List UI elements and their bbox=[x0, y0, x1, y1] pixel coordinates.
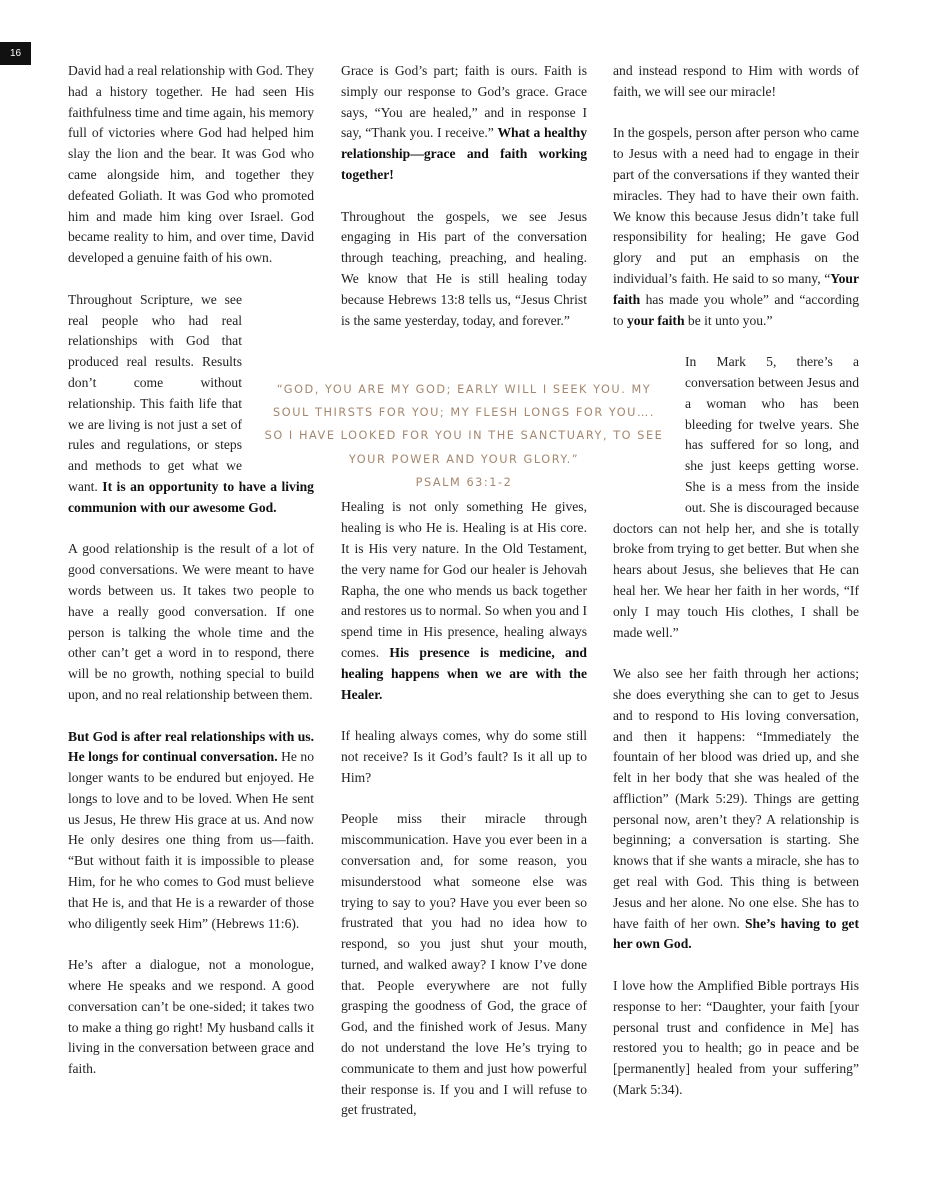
pull-quote bbox=[263, 378, 665, 494]
emphasis-text: your faith bbox=[626, 312, 685, 328]
column-3 bbox=[613, 61, 859, 1101]
pull-quote-text: “GOD, YOU ARE MY GOD; EARLY WILL I SEEK YOU. MY SOUL THIRSTS FOR YOU; MY FLESH LONGS FOR YOU…. SO I HAVE LOOKED FOR YOU IN THE SANCTUARY, TO SEE YOUR POWER AND YOUR GLORY.” bbox=[264, 383, 664, 466]
paragraph bbox=[341, 61, 587, 186]
paragraph-text: Throughout Scripture, we see real people who had real relationships with God that produced real results. Results don’t come without relationship. This faith life that we are living is not just a set of rules and regulations, or steps and methods to get what we want. bbox=[68, 291, 242, 494]
emphasis-text: But God is after real relationships with us. He longs for continual conversation. bbox=[68, 728, 314, 765]
paragraph: A good relationship is the result of a lot of good conversations. We were meant to have words between us. It takes two people to have a really good conversation. If one person is talking the whole time and the other can’t get a word in to respond, there will be no growth, nothing special to build upon, and no real relationship between them. bbox=[68, 541, 314, 702]
column-2 bbox=[341, 61, 587, 1121]
paragraph: If healing always comes, why do some still not receive? Is it God’s fault? Is it all up to Him? bbox=[341, 728, 587, 785]
paragraph: He’s after a dialogue, not a monologue, where He speaks and we respond. A good conversation can’t be one-sided; it takes two to make a thing go right! My husband calls it living in the conversation between grace and faith. bbox=[68, 957, 314, 1077]
paragraph bbox=[613, 123, 859, 331]
paragraph: I love how the Amplified Bible portrays His response to her: “Daughter, your faith [your personal trust and confidence in Me] has restored you to health; go in peace and be [permanently] healed from your suffering” (Mark 5:34). bbox=[613, 978, 859, 1098]
paragraph-text: In the gospels, person after person who came to Jesus with a need had to engage in their part of the conversations if they wanted their miracles. They had to have their own faith. We know this because Jesus didn’t take full responsibility for healing; He gave God glory and put an emphasis on the individual’s faith. He said to so many, “ bbox=[613, 125, 859, 286]
paragraph bbox=[68, 727, 314, 935]
paragraph: Throughout the gospels, we see Jesus engaging in His part of the conversation through teaching, preaching, and healing. We know that He is still healing today because Hebrews 13:8 tells us, “Jesus Christ is the same yesterday, today, and forever.” bbox=[341, 208, 587, 328]
emphasis-text: Your faith bbox=[613, 270, 859, 307]
emphasis-text: It is an opportunity to have a living communion with our awesome God. bbox=[68, 478, 314, 515]
paragraph-text: Grace is God’s part; faith is ours. Faith is simply our response to God’s grace. Grace says, “You are healed,” and in response I say, “Thank you. I receive.” bbox=[341, 63, 587, 141]
paragraph-text: be it unto you.” bbox=[684, 312, 773, 328]
paragraph-text: He no longer wants to be endured but enjoyed. He longs to love and to be loved. When He sent us Jesus, He threw His grace at us. And now He only desires one thing from us—faith. “But without faith it is impossible to please Him, for he who comes to God must believe that He is, and that He is a rewarder of those who diligently seek Him” (Hebrews 11:6). bbox=[68, 749, 314, 931]
paragraph: and instead respond to Him with words of faith, we will see our miracle! bbox=[613, 63, 859, 99]
paragraph-text: In Mark 5, there’s a conversation between Jesus and a woman who has been bleeding for twelve years. She has suffered for so long, and she just keeps getting worse. She is a mess from the inside out. She is discouraged because doctors can not help her, and she is totally broke from trying to get better. But when she hears about Jesus, she believes that He can heal her. We hear her faith in her words, “If only I may touch His clothes, I shall be made well.” bbox=[613, 354, 859, 640]
column-1 bbox=[68, 61, 314, 1080]
emphasis-text: What a healthy relationship—grace and faith working together! bbox=[341, 125, 588, 182]
paragraph bbox=[341, 497, 587, 705]
paragraph-text: Healing is not only something He gives, healing is who He is. Healing is at His core. It is His very nature. In the Old Testament, the very name for God our healer is Jehovah Rapha, the one who mends us back together and restores us to normal. So when you and I spend time in His presence, healing always comes. bbox=[341, 499, 587, 660]
pull-quote-reference: PSALM 63:1-2 bbox=[415, 475, 513, 489]
paragraph bbox=[613, 664, 859, 955]
paragraph: David had a real relationship with God. They had a history together. He had seen His faithfulness time and time again, his memory full of victories where God had helped him slay the lion and the bear. It was God who came alongside him, and together they defeated Goliath. It was God who promoted him and made him king over Israel. God became reality to him, and over time, David developed a genuine faith of his own. bbox=[68, 63, 314, 266]
emphasis-text: His presence is medicine, and healing happens when we are with the Healer. bbox=[341, 644, 587, 702]
emphasis-text: She’s having to get her own God. bbox=[613, 915, 859, 952]
paragraph-text: has made you whole” and “according to bbox=[613, 291, 859, 328]
page-number: 16 bbox=[0, 42, 31, 65]
paragraph-text: We also see her faith through her actions; she does everything she can to get to Jesus and to respond to His loving conversation, and then it happens: “Immediately the fountain of her blood was dried up, and she felt in her body that she was healed of the affliction” (Mark 5:29). Things are getting personal now, aren’t they? A relationship is beginning; a conversation is starting. She knows that if she wants a miracle, she has to get real with God. This thing is between Jesus and her alone. No one else. She has to have faith of her own. bbox=[613, 666, 859, 931]
paragraph: People miss their miracle through miscommunication. Have you ever been in a conversation and, for some reason, you misunderstood what someone else was trying to say to you? Have you ever been so frustrated that you had no idea how to respond, so you just shut your mouth, turned, and walked away? I know I’ve done that. People everywhere are not fully grasping the goodness of God, the grace of God, and the finished work of Jesus. Many do not understand the love He’s trying to communicate to them and just how powerful their response is. If you and I will refuse to get frustrated, bbox=[341, 811, 587, 1118]
